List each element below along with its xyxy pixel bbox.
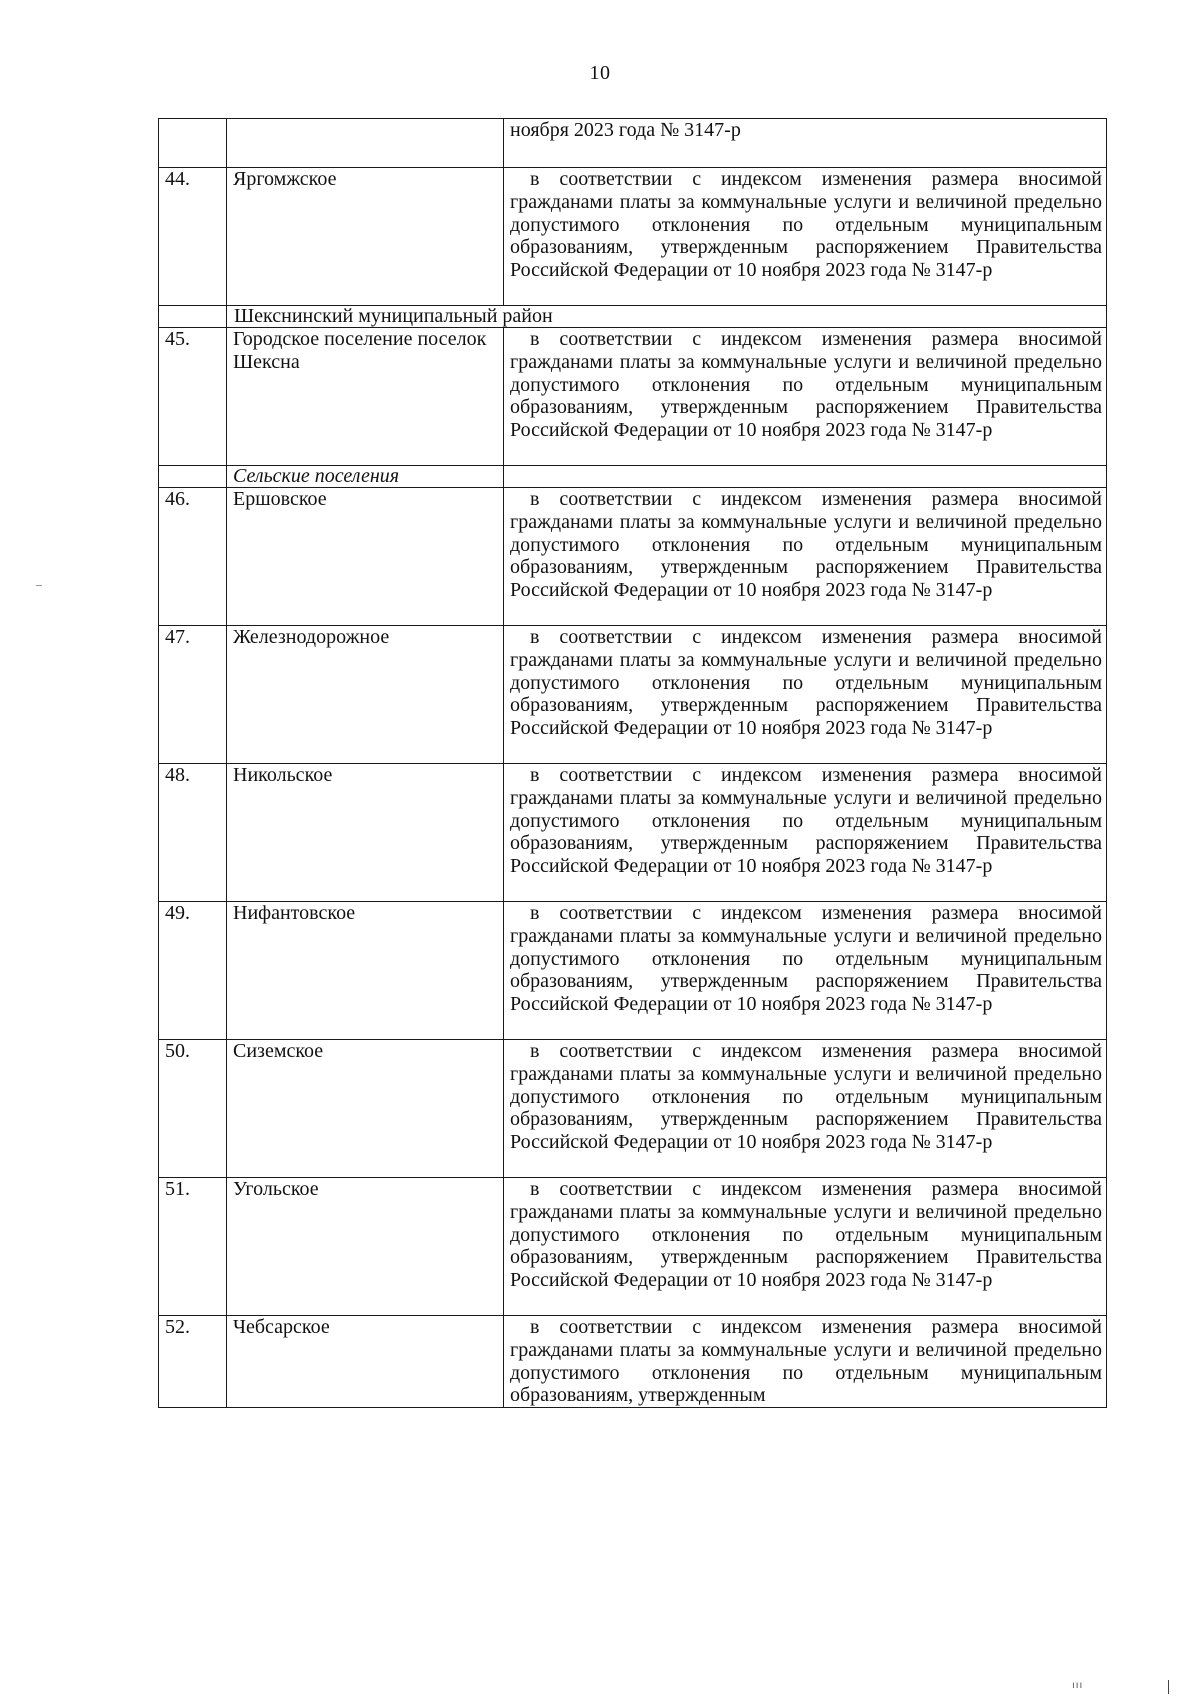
description-text: в соответствии с индексом изменения размера вносимой гражданами платы за коммунальные услуги и величиной предельно допустимого отклонения по отдельным муниципальным образованиям, утвержденным распоряжением Правительства Российской Федерации от 10 ноября 2023 года № 3147-р	[510, 488, 1102, 602]
table-row	[159, 488, 1107, 626]
cell-description	[504, 626, 1107, 764]
section-subtitle: Сельские поселения	[227, 466, 504, 488]
cell-description	[504, 488, 1107, 626]
cell-description	[504, 764, 1107, 902]
description-text: в соответствии с индексом изменения размера вносимой гражданами платы за коммунальные услуги и величиной предельно допустимого отклонения по отдельным муниципальным образованиям, утвержденным распоряжением Правительства Российской Федерации от 10 ноября 2023 года № 3147-р	[510, 902, 1102, 1016]
description-text: в соответствии с индексом изменения размера вносимой гражданами платы за коммунальные услуги и величиной предельно допустимого отклонения по отдельным муниципальным образованиям, утвержденным	[510, 1316, 1102, 1407]
table-row	[159, 1316, 1107, 1408]
table-row	[159, 902, 1107, 1040]
scan-edge-tick	[1168, 1680, 1169, 1694]
description-text: в соответствии с индексом изменения размера вносимой гражданами платы за коммунальные услуги и величиной предельно допустимого отклонения по отдельным муниципальным образованиям, утвержденным распоряжением Правительства Российской Федерации от 10 ноября 2023 года № 3147-р	[510, 328, 1102, 442]
cell-name: Никольское	[227, 764, 504, 902]
table-row-continuation	[159, 119, 1107, 168]
table-row	[159, 328, 1107, 466]
cell-description	[504, 466, 1107, 488]
cell-description	[504, 1178, 1107, 1316]
cell-name: Ершовское	[227, 488, 504, 626]
table-row	[159, 1040, 1107, 1178]
page-number: 10	[589, 62, 611, 84]
cell-number: 46.	[159, 488, 227, 626]
document-table	[158, 118, 1107, 1408]
cell-number	[159, 466, 227, 488]
description-text: в соответствии с индексом изменения размера вносимой гражданами платы за коммунальные услуги и величиной предельно допустимого отклонения по отдельным муниципальным образованиям, утвержденным распоряжением Правительства Российской Федерации от 10 ноября 2023 года № 3147-р	[510, 168, 1102, 282]
cell-number: 48.	[159, 764, 227, 902]
cell-description	[504, 1040, 1107, 1178]
scan-footer-mark: ııı	[1072, 1680, 1084, 1691]
cell-name	[227, 119, 504, 168]
cell-name: Нифантовское	[227, 902, 504, 1040]
cell-number	[159, 119, 227, 168]
cell-number: 47.	[159, 626, 227, 764]
cell-name: Железнодорожное	[227, 626, 504, 764]
cell-name: Городское поселение поселок Шексна	[227, 328, 504, 466]
cell-name: Угольское	[227, 1178, 504, 1316]
section-row-district	[159, 306, 1107, 328]
cell-number: 49.	[159, 902, 227, 1040]
description-text: в соответствии с индексом изменения размера вносимой гражданами платы за коммунальные услуги и величиной предельно допустимого отклонения по отдельным муниципальным образованиям, утвержденным распоряжением Правительства Российской Федерации от 10 ноября 2023 года № 3147-р	[510, 1178, 1102, 1292]
cell-description: ноября 2023 года № 3147-р	[504, 119, 1107, 168]
cell-description	[504, 168, 1107, 306]
cell-name: Чебсарское	[227, 1316, 504, 1408]
cell-name: Сиземское	[227, 1040, 504, 1178]
cell-number: 51.	[159, 1178, 227, 1316]
cell-number: 52.	[159, 1316, 227, 1408]
table-row	[159, 168, 1107, 306]
cell-number: 44.	[159, 168, 227, 306]
table-row	[159, 626, 1107, 764]
table-row	[159, 1178, 1107, 1316]
description-text: в соответствии с индексом изменения размера вносимой гражданами платы за коммунальные услуги и величиной предельно допустимого отклонения по отдельным муниципальным образованиям, утвержденным распоряжением Правительства Российской Федерации от 10 ноября 2023 года № 3147-р	[510, 626, 1102, 740]
scan-margin-mark	[36, 585, 42, 586]
cell-description	[504, 902, 1107, 1040]
section-title: Шекснинский муниципальный район	[227, 306, 1107, 328]
cell-description	[504, 1316, 1107, 1408]
description-text: в соответствии с индексом изменения размера вносимой гражданами платы за коммунальные услуги и величиной предельно допустимого отклонения по отдельным муниципальным образованиям, утвержденным распоряжением Правительства Российской Федерации от 10 ноября 2023 года № 3147-р	[510, 1040, 1102, 1154]
cell-description	[504, 328, 1107, 466]
cell-number	[159, 306, 227, 328]
section-row-rural	[159, 466, 1107, 488]
description-text: в соответствии с индексом изменения размера вносимой гражданами платы за коммунальные услуги и величиной предельно допустимого отклонения по отдельным муниципальным образованиям, утвержденным распоряжением Правительства Российской Федерации от 10 ноября 2023 года № 3147-р	[510, 764, 1102, 878]
cell-number: 45.	[159, 328, 227, 466]
table-row	[159, 764, 1107, 902]
cell-name: Яргомжское	[227, 168, 504, 306]
cell-number: 50.	[159, 1040, 227, 1178]
